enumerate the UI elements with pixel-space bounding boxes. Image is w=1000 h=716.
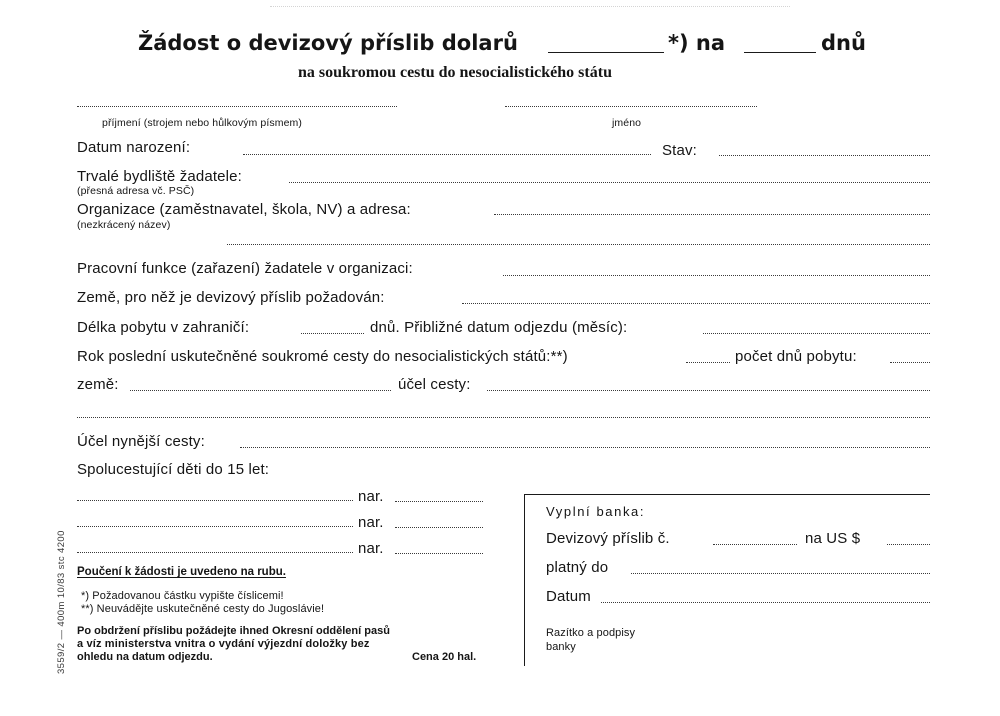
bank-date-line[interactable] [601, 602, 930, 603]
title-part-1: Žádost o devizový příslib dolarů [138, 31, 518, 55]
usd-amount-line[interactable] [887, 544, 930, 545]
residence-label: Trvalé bydliště žadatele: [77, 168, 242, 185]
child-1-date-line[interactable] [395, 501, 483, 502]
stay-length-line[interactable] [301, 333, 364, 334]
valid-until-label: platný do [546, 559, 609, 576]
bank-box-left-border [524, 494, 525, 666]
stay-length-label: Délka pobytu v zahraničí: [77, 319, 250, 336]
title-part-3-wrap [821, 30, 866, 56]
title-part-3: dnů [821, 31, 866, 55]
job-position-label: Pracovní funkce (zařazení) žadatele v organizaci: [77, 260, 413, 277]
purpose-trip-line[interactable] [487, 390, 930, 391]
firstname-label: jméno [612, 117, 642, 129]
current-purpose-label: Účel nynější cesty: [77, 433, 205, 450]
children-label: Spolucestující děti do 15 let: [77, 461, 270, 478]
valid-until-line[interactable] [631, 573, 930, 574]
bank-header: Vyplní banka: [546, 504, 646, 519]
birth-date-label: Datum narození: [77, 139, 191, 156]
footnote-2: **) Neuvádějte uskutečněné cesty do Jugoslávie! [81, 603, 325, 615]
child-3-nar-label: nar. [358, 540, 384, 557]
organization-line[interactable] [494, 214, 930, 215]
child-2-nar-label: nar. [358, 514, 384, 531]
info-paragraph-line-1: Po obdržení příslibu požádejte ihned Okresní oddělení pasů [77, 625, 390, 637]
status-label: Stav: [662, 142, 697, 159]
days-count-blank[interactable] [744, 52, 816, 53]
stamp-label-line-1: Razítko a podpisy [546, 627, 636, 639]
info-paragraph-line-2: a víz ministerstva vnitra o vydání výjezdní doložky bez [77, 638, 370, 650]
price-label: Cena 20 hal. [412, 651, 477, 663]
days-stay-line[interactable] [890, 362, 930, 363]
last-trip-year-label: Rok poslední uskutečněné soukromé cesty do nesocialistických států:**) [77, 348, 568, 365]
organization-note: (nezkrácený název) [77, 219, 171, 231]
residence-line[interactable] [289, 182, 930, 183]
dollar-amount-blank[interactable] [548, 52, 664, 53]
form-subtitle: na soukromou cestu do nesocialistického státu [298, 64, 612, 81]
footnote-1: *) Požadovanou částku vypište číslicemi! [81, 590, 284, 602]
last-trip-year-line[interactable] [686, 362, 730, 363]
country-short-label: země: [77, 376, 119, 393]
organization-label: Organizace (zaměstnavatel, škola, NV) a adresa: [77, 201, 411, 218]
instruction-note: Poučení k žádosti je uvedeno na rubu. [77, 566, 286, 578]
country-short-line[interactable] [130, 390, 391, 391]
title-part-2: *) na [668, 31, 726, 55]
child-3-name-line[interactable] [77, 552, 353, 553]
info-paragraph-line-3: ohledu na datum odjezdu. [77, 651, 213, 663]
top-ghost-line [270, 6, 790, 7]
departure-line[interactable] [703, 333, 930, 334]
job-position-line[interactable] [503, 275, 930, 276]
surname-line[interactable] [77, 106, 397, 107]
birth-date-line[interactable] [243, 154, 651, 155]
promise-number-line[interactable] [713, 544, 797, 545]
child-2-date-line[interactable] [395, 527, 483, 528]
child-1-name-line[interactable] [77, 500, 353, 501]
title-part-2-wrap [668, 30, 725, 56]
form-title [138, 30, 518, 56]
organization-line-2[interactable] [227, 244, 930, 245]
bank-date-label: Datum [546, 588, 591, 605]
bank-box-top-border [524, 494, 930, 495]
print-code: 3559/2 — 400m 10/83 stc 4200 [56, 530, 67, 674]
status-line[interactable] [719, 155, 930, 156]
usd-label: na US $ [805, 530, 861, 547]
stamp-label-line-2: banky [546, 641, 576, 653]
child-3-date-line[interactable] [395, 553, 483, 554]
purpose-trip-label: účel cesty: [398, 376, 471, 393]
child-2-name-line[interactable] [77, 526, 353, 527]
departure-label: dnů. Přibližné datum odjezdu (měsíc): [370, 319, 628, 336]
country-label: Země, pro něž je devizový příslib požadován: [77, 289, 385, 306]
promise-number-label: Devizový příslib č. [546, 530, 670, 547]
purpose-trip-line-2[interactable] [77, 417, 930, 418]
days-stay-label: počet dnů pobytu: [735, 348, 857, 365]
residence-note: (přesná adresa vč. PSČ) [77, 185, 195, 197]
current-purpose-line[interactable] [240, 447, 930, 448]
firstname-line[interactable] [505, 106, 757, 107]
child-1-nar-label: nar. [358, 488, 384, 505]
country-line[interactable] [462, 303, 930, 304]
surname-label: příjmení (strojem nebo hůlkovým písmem) [102, 117, 302, 129]
